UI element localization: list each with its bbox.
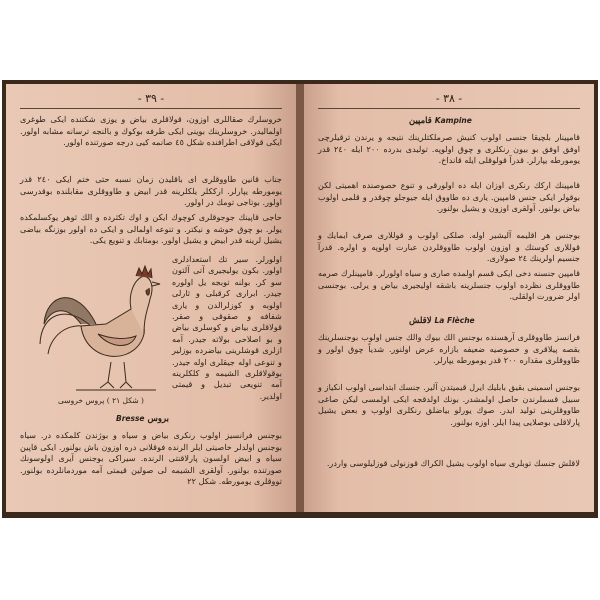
paragraph: اولورلر. سیر تك استعدادلری اولور. بكون یولیجیری آتی آلتون سو كر. بولنه توبجه يل اولوره جیدر. ابراری كرقبلی و ثارلی اولوبه و كوزلرالدن و یاری شفافه و صقوقی و صقر. قولاقلری بیاض و كوسلری بیاض و بو اصلاحی بولاته جیدر. آمه ازلری قوشلرینی بیاضرده بوزلیر و تنوعی اوله جیقلری اوله جیدر. بوقولاقلری الشیمه و کلکلرینه آمه تنویعی تبدیل و قیمتی اولدیر. xyxy=(172,254,282,401)
left-page xyxy=(6,84,296,512)
paragraph: بوجنس هر اقلیمه آلیشیر اوله. صلكی اولوب و قوللاری صرف ایمایك و قوللاری كوستك و اوزون اولوب طاووقلردن عبارت اولوپه و اولره. قدرآ جنسیم اولرینك ٢٤ صولاری. xyxy=(318,230,580,264)
heading-arabic: قامپین xyxy=(409,116,432,126)
paragraph: لاقلش جنسك توبلری سیاه اولوب یشیل الكراك قوزنولی قوزلیلوسی واردر. xyxy=(326,458,580,468)
right-page xyxy=(304,84,594,512)
heading-latin: Bresse xyxy=(116,414,145,423)
heading-arabic: بروس xyxy=(147,414,170,424)
open-book xyxy=(2,80,598,518)
paragraph: قامپینك اركك رنكری اوزان ایله ده اولورقی و تنوع خصوصنده اهمیتی لكن بوقولر ایكی جنس قامپین. یاری ده طاووق ایله جیوجلو چوقدر و قلمی اولوب بیاض بولنور. آولقری اوزون و یشیل بولنور. xyxy=(318,180,580,214)
header-rule xyxy=(20,108,282,109)
book-gutter xyxy=(296,84,304,512)
paragraph: قامپینار بلچیقا جنسی اولوب كنیش صرملكتلرینك نتیجه و یرندن ترقیلرچی اوفق اوفق بو بیون رنكلری و چوق اولوپه. تولیدی بدرده ٢٠٠ ایله ٢٤٠ قدر یومورطه یپارلر. قدرآ قولوقلی ایله قانداخ. xyxy=(318,132,580,166)
paragraph: فرانسز طاووقلری آرهسنده بوجنس الك بیوك والك جنس اولوب بوجنسلرینك بقصه پیلاقری و خصوصیه ضعیفه بازاره عرض اولنور. شدیاً چوق اولور و طاووقلری مقداره ٢٠٠ قدر یومورطه یپارلر. xyxy=(318,332,580,366)
heading-latin: Kampine xyxy=(434,116,472,125)
paragraph: قامپین جنسنه دخی ایكی قسم اولمده صاری و سیاه اولورلر. قامپینلرك صرمه طاووقلری نظرده اولوب جنسلرینه باشقه اولیجیری بیاض و یرلی. بوجنسی اولر ضرورت اولقلی. xyxy=(318,268,580,302)
heading-arabic: لاقلش xyxy=(409,316,432,326)
paragraph: حاجی قاپینك جوجوقلری كوچوك ایكن و اوك تكثرده و الك ثوهر یوکسلمکده یولر. بو چوق خوشه و نیکتر. و تنوعه اولمالی و ایکی ده اولور بوزنگه بیاضی یشیل لرینه قدر ابیض و یشیل اولور. بومتابك و تنویع یکی. xyxy=(20,212,282,246)
section-heading xyxy=(116,414,169,424)
paragraph: جناب قانين طاووقلری ای باقلیدن زمان نسبه حتی ختم ایکی ٢٤٠ قدر يومورطه يپارلر. ارككلر یلکلرینه قدر ابیض و طاووقلری مقابلنده بوقدرسی اولور. بوتاجی تومك در اولور. xyxy=(20,174,282,208)
page-number-right: - ٣٨ - xyxy=(435,92,463,105)
paragraph: بوجنس اسمینی بقیق بابلیك ایرل قیمیتدن آلیر. جنسك ابتداسی اولوب انكیاز و سبیل قسملرندن حاصل اولمشدر. بونك اولدقجه ایكی اولمسی لیكن صاغی طاووقلرینی تولید ایدر. صوك یورلو بیاضلق رنكلری اولوب و بعض یشیل پارلاقلی بوصلایی پیدا ایلر. اوزه بولنور. xyxy=(318,382,580,427)
rooster-illustration xyxy=(36,254,166,394)
section-heading xyxy=(409,116,472,126)
heading-latin: La Flèche xyxy=(434,316,475,325)
paragraph: بوجنس فرانسیز اولوب رنكری بیاض و سیاه و بوژندن كلمكده در. سیاه بوجنس اولدلر خاصیتی ایلر الرنده فوقلانی دره اوزون باش بولنور. ایكی قاپین سیاه و ابیض اولسون پارلاقنتی الرنده. سیراكی بوجنس آیری اولوسونك صورتنده بولنور. آولقری الشیمه لی صولین قیمتی آمه موردمانلرده بولنور. تووقلری یومورطه. شکل ٢٢ xyxy=(20,430,282,487)
page-number-left: - ٣٩ - xyxy=(137,92,165,105)
section-heading xyxy=(409,316,475,326)
header-rule xyxy=(318,108,580,109)
figure-caption: ( شکل ٢١ ) پروس خروسی xyxy=(58,396,144,405)
paragraph: خروسلرك صقاللری اوزون، قولاقلری بیاض و یوزی شکننده ایکی طوغری اولمالیدر. خروسلرینك بوینی ایکی طرفه بوکوك و بالنجه ترسانه مشابه اولور. ایکی قولاقی اطرافنده شکل ٤٥ صانمه کیی درجه صورتنده اولور. xyxy=(20,114,282,148)
